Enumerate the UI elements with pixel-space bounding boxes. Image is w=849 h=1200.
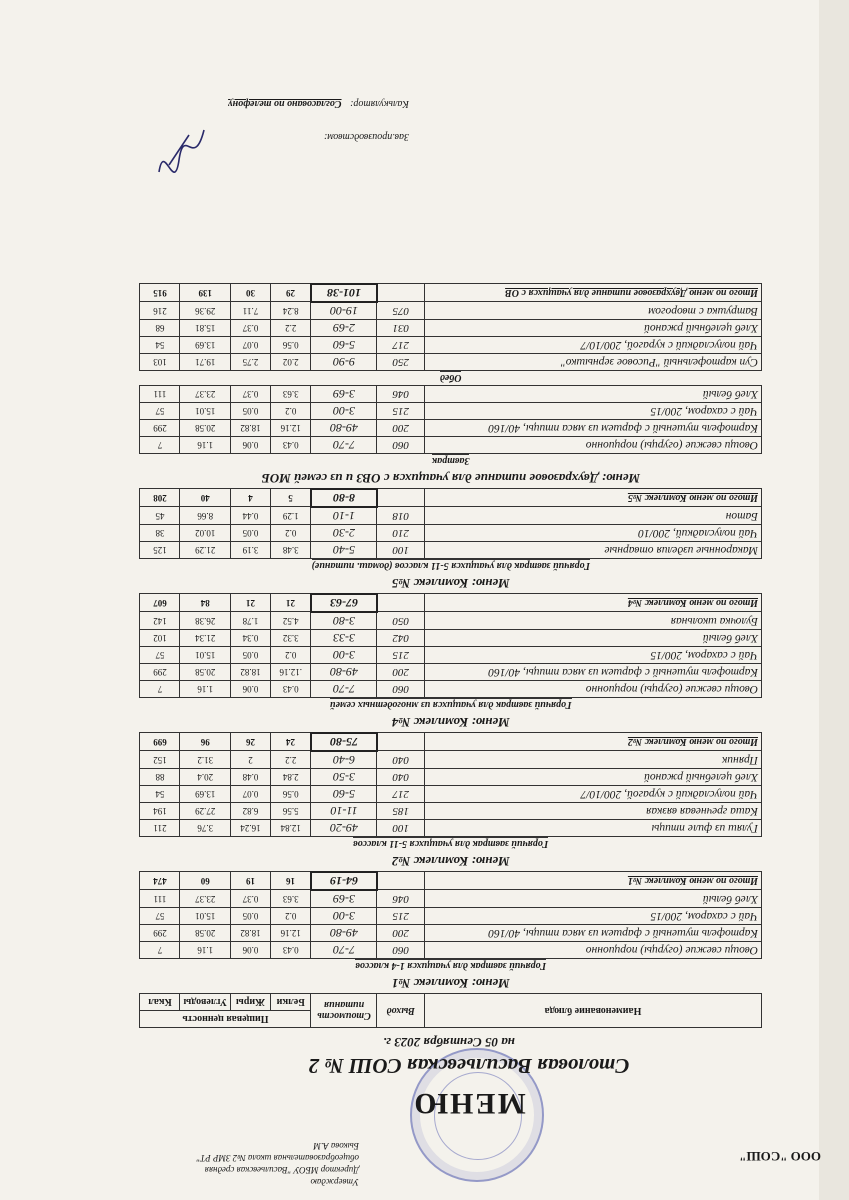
dish-kcal: 54 xyxy=(140,337,180,354)
dish-row xyxy=(140,803,762,820)
canteen-name: Столовая Васильевская СОШ № 2 xyxy=(308,1054,630,1078)
dish-fats: 18.82 xyxy=(231,664,271,681)
dish-price: 3-69 xyxy=(311,890,377,908)
dish-row xyxy=(140,942,762,959)
dish-name: Итого по меню Комплекс №5 xyxy=(425,489,762,507)
dish-carbs: 15.01 xyxy=(180,908,231,925)
dish-carbs: 1.16 xyxy=(180,942,231,959)
dish-proteins: 0.56 xyxy=(271,337,312,354)
dish-fats: 0.37 xyxy=(231,320,271,337)
dish-carbs: 8.66 xyxy=(180,507,231,525)
dish-price: 8-80 xyxy=(311,489,377,507)
dish-kcal: 474 xyxy=(140,872,180,890)
dish-row xyxy=(140,820,762,837)
dish-row xyxy=(140,354,762,371)
dish-kcal: 111 xyxy=(140,890,180,908)
dish-price: 3-00 xyxy=(311,908,377,925)
dish-row xyxy=(140,908,762,925)
dish-carbs: 15.01 xyxy=(180,403,231,420)
dish-kcal: 299 xyxy=(140,925,180,942)
dish-price: 3-00 xyxy=(311,403,377,420)
dish-kcal: 111 xyxy=(140,386,180,403)
dish-proteins: 12.16 xyxy=(271,925,312,942)
section-subtitle-text: Завтрак xyxy=(432,455,470,467)
dish-proteins: 12.84 xyxy=(271,820,312,837)
dish-name: Чай с сахаром, 200/15 xyxy=(425,647,762,664)
dish-kcal: 208 xyxy=(140,489,180,507)
dish-output xyxy=(377,733,425,751)
section-title xyxy=(140,851,762,872)
dish-name: Итого по меню Двухразовое питание для учащихся с ОВ xyxy=(425,284,762,302)
dish-row xyxy=(140,681,762,698)
dish-output xyxy=(377,872,425,890)
dish-kcal: 102 xyxy=(140,630,180,647)
dish-name: Картофель тушеный с фаршем из мяса птицы, 40/160 xyxy=(425,420,762,437)
dish-proteins: 8.24 xyxy=(271,302,312,320)
dish-price: 3-69 xyxy=(311,386,377,403)
dish-fats: 21 xyxy=(231,594,271,612)
dish-name: Картофель тушеный с фаршем из мяса птицы, 40/160 xyxy=(425,664,762,681)
section-title xyxy=(140,573,762,594)
dish-proteins: 0.43 xyxy=(271,437,312,454)
dish-row xyxy=(140,925,762,942)
dish-name: Чай полусладкий, 200/10 xyxy=(425,525,762,542)
dish-name: Чай с сахаром, 200/15 xyxy=(425,403,762,420)
dish-row xyxy=(140,542,762,559)
dish-row xyxy=(140,786,762,803)
dish-proteins: .12.16 xyxy=(271,664,312,681)
dish-proteins: 1.29 xyxy=(271,507,312,525)
dish-carbs: 10.02 xyxy=(180,525,231,542)
dish-name: Итого по меню Комплекс №4 xyxy=(425,594,762,612)
section-subtitle-text: Горячий завтрак для учащихся 1-4 классов xyxy=(355,960,547,972)
dish-name: Итого по меню Комплекс №2 xyxy=(425,733,762,751)
dish-price: 3-00 xyxy=(311,647,377,664)
section-title xyxy=(140,468,762,489)
dish-carbs: 21.29 xyxy=(180,542,231,559)
approve-line: Быкова А.М xyxy=(313,1141,359,1151)
dish-output xyxy=(377,284,425,302)
dish-proteins: 21 xyxy=(271,594,312,612)
dish-output: 215 xyxy=(377,908,425,925)
dish-row xyxy=(140,647,762,664)
dish-row xyxy=(140,320,762,337)
dish-kcal: 7 xyxy=(140,942,180,959)
dish-output: 040 xyxy=(377,769,425,786)
dish-row xyxy=(140,420,762,437)
dish-row xyxy=(140,612,762,630)
dish-name: Хлеб белый xyxy=(425,890,762,908)
dish-name: Булочка школьная xyxy=(425,612,762,630)
header-output: Выход xyxy=(377,994,425,1028)
dish-carbs: 23.37 xyxy=(180,386,231,403)
dish-kcal: 103 xyxy=(140,354,180,371)
dish-fats: 0.37 xyxy=(231,890,271,908)
dish-price: 75-80 xyxy=(311,733,377,751)
menu-date: на 05 Сентября 2023 г. xyxy=(383,1035,515,1050)
dish-fats: 7.11 xyxy=(231,302,271,320)
dish-price: 49-80 xyxy=(311,664,377,681)
dish-row xyxy=(140,403,762,420)
dish-row xyxy=(140,751,762,769)
total-row xyxy=(140,872,762,890)
dish-carbs: 27.29 xyxy=(180,803,231,820)
dish-kcal: 299 xyxy=(140,664,180,681)
dish-price: 5-40 xyxy=(311,542,377,559)
dish-price: 3-33 xyxy=(311,630,377,647)
dish-row xyxy=(140,302,762,320)
dish-name: Хлеб целебный ржаной xyxy=(425,769,762,786)
dish-carbs: 20.58 xyxy=(180,664,231,681)
dish-output: 060 xyxy=(377,681,425,698)
header-name: Наименование блюда xyxy=(425,994,762,1028)
dish-carbs: 19.71 xyxy=(180,354,231,371)
dish-fats: 0.06 xyxy=(231,437,271,454)
dish-proteins: 5.56 xyxy=(271,803,312,820)
dish-output: 217 xyxy=(377,337,425,354)
dish-fats: 0.06 xyxy=(231,681,271,698)
dish-fats: 2.75 xyxy=(231,354,271,371)
dish-proteins: 3.63 xyxy=(271,890,312,908)
section-subtitle-text: Горячий завтрак для учащихся из многодетных семей xyxy=(329,699,572,711)
dish-proteins: 4.52 xyxy=(271,612,312,630)
dish-output: 100 xyxy=(377,542,425,559)
dish-row xyxy=(140,507,762,525)
dish-name: Овощи свежие (огурцы) порционно xyxy=(425,942,762,959)
dish-carbs: 20.58 xyxy=(180,925,231,942)
dish-carbs: 15.01 xyxy=(180,647,231,664)
section-subtitle-text: Обед xyxy=(440,372,462,384)
dish-row xyxy=(140,525,762,542)
dish-fats: 0.37 xyxy=(231,386,271,403)
dish-kcal: 38 xyxy=(140,525,180,542)
dish-name: Хлеб белый xyxy=(425,386,762,403)
dish-price: 3-80 xyxy=(311,612,377,630)
dish-output: 200 xyxy=(377,925,425,942)
dish-name: Суп картофельный "Рисовое зернышко" xyxy=(425,354,762,371)
dish-price: 9-90 xyxy=(311,354,377,371)
dish-proteins: 12.16 xyxy=(271,420,312,437)
dish-output: 042 xyxy=(377,630,425,647)
dish-carbs: 1.16 xyxy=(180,681,231,698)
dish-row xyxy=(140,386,762,403)
dish-name: Пряник xyxy=(425,751,762,769)
dish-fats: 18.82 xyxy=(231,420,271,437)
dish-price: 2-69 xyxy=(311,320,377,337)
page-title: МЕНЮ xyxy=(412,1087,526,1120)
dish-name: Итого по меню Комплекс №1 xyxy=(425,872,762,890)
dish-kcal: 194 xyxy=(140,803,180,820)
dish-price: 3-50 xyxy=(311,769,377,786)
dish-price: 5-60 xyxy=(311,337,377,354)
dish-kcal: 211 xyxy=(140,820,180,837)
section-title-text: Меню: Комплекс №1 xyxy=(391,976,510,991)
dish-proteins: 0.2 xyxy=(271,647,312,664)
section-title-text: Меню: Комплекс №5 xyxy=(391,576,510,591)
header-carbs: Углеводы xyxy=(180,994,231,1011)
dish-kcal: 125 xyxy=(140,542,180,559)
dish-proteins: 0.2 xyxy=(271,403,312,420)
dish-proteins: 0.56 xyxy=(271,786,312,803)
dish-price: 5-60 xyxy=(311,786,377,803)
dish-kcal: 699 xyxy=(140,733,180,751)
dish-price: 11-10 xyxy=(311,803,377,820)
dish-carbs: 21.34 xyxy=(180,630,231,647)
dish-kcal: 915 xyxy=(140,284,180,302)
dish-output: 210 xyxy=(377,525,425,542)
section-subtitle-text: Горячий завтрак для учащихся 5-11 классов xyxy=(353,838,549,850)
approve-line: Утверждаю xyxy=(310,1177,359,1187)
dish-name: Каша гречневая вязкая xyxy=(425,803,762,820)
dish-output: 060 xyxy=(377,437,425,454)
paper-edge xyxy=(819,0,849,1200)
dish-row xyxy=(140,664,762,681)
table-header-row xyxy=(140,1011,762,1028)
section-subtitle xyxy=(140,454,762,469)
dish-proteins: 29 xyxy=(271,284,312,302)
dish-name: Макаронные изделия отварные xyxy=(425,542,762,559)
dish-proteins: 0.2 xyxy=(271,525,312,542)
dish-carbs: 13.69 xyxy=(180,337,231,354)
dish-carbs: 3.76 xyxy=(180,820,231,837)
section-subtitle-text: Горячий завтрак для учащихся 5-11 классов (домаш. питание) xyxy=(311,560,590,572)
dish-carbs: 96 xyxy=(180,733,231,751)
dish-name: Гуляш из филе птицы xyxy=(425,820,762,837)
dish-name: Чай полусладкий с курагой, 200/10/7 xyxy=(425,786,762,803)
signature-scribble xyxy=(149,120,209,180)
dish-proteins: 2.84 xyxy=(271,769,312,786)
dish-price: 7-70 xyxy=(311,942,377,959)
dish-output: 050 xyxy=(377,612,425,630)
dish-proteins: 0.43 xyxy=(271,681,312,698)
dish-kcal: 45 xyxy=(140,507,180,525)
dish-carbs: 29.36 xyxy=(180,302,231,320)
dish-proteins: 3.32 xyxy=(271,630,312,647)
section-subtitle xyxy=(140,559,762,574)
dish-proteins: 16 xyxy=(271,872,312,890)
header-nutrition: Пищевая ценность xyxy=(140,1011,311,1028)
dish-price: 49-20 xyxy=(311,820,377,837)
total-row xyxy=(140,284,762,302)
dish-fats: 6.82 xyxy=(231,803,271,820)
dish-kcal: 57 xyxy=(140,647,180,664)
dish-proteins: 0.2 xyxy=(271,908,312,925)
dish-proteins: 2.2 xyxy=(271,320,312,337)
dish-kcal: 7 xyxy=(140,681,180,698)
dish-output: 018 xyxy=(377,507,425,525)
dish-carbs: 20.58 xyxy=(180,420,231,437)
section-subtitle xyxy=(140,698,762,713)
calc-label: Калькулятор: xyxy=(350,98,409,109)
dish-name: Хлеб целебный ржаной xyxy=(425,320,762,337)
section-title-text: Меню: Двухразовое питание для учащихся с ОВЗ и из семей МОБ xyxy=(261,471,640,486)
dish-row xyxy=(140,337,762,354)
dish-kcal: 57 xyxy=(140,403,180,420)
dish-carbs: 1.16 xyxy=(180,437,231,454)
dish-carbs: 15.81 xyxy=(180,320,231,337)
dish-proteins: 2.2 xyxy=(271,751,312,769)
dish-output: 046 xyxy=(377,890,425,908)
dish-kcal: 57 xyxy=(140,908,180,925)
dish-fats: 0.34 xyxy=(231,630,271,647)
dish-fats: 0.05 xyxy=(231,647,271,664)
total-row xyxy=(140,489,762,507)
agreed-label: Согласовано по телефону xyxy=(228,98,342,109)
dish-proteins: 3.63 xyxy=(271,386,312,403)
dish-output xyxy=(377,489,425,507)
dish-kcal: 142 xyxy=(140,612,180,630)
dish-price: 6-40 xyxy=(311,751,377,769)
dish-fats: 18.82 xyxy=(231,925,271,942)
dish-row xyxy=(140,890,762,908)
dish-carbs: 60 xyxy=(180,872,231,890)
dish-fats: 19 xyxy=(231,872,271,890)
dish-proteins: 24 xyxy=(271,733,312,751)
approve-line: Директор МБОУ "Васильевская средняя xyxy=(204,1165,359,1175)
header-proteins: Белки xyxy=(271,994,312,1011)
dish-proteins: 5 xyxy=(271,489,312,507)
dish-fats: 0.44 xyxy=(231,507,271,525)
dish-price: 64-19 xyxy=(311,872,377,890)
dish-kcal: 88 xyxy=(140,769,180,786)
dish-output: 217 xyxy=(377,786,425,803)
dish-price: 2-30 xyxy=(311,525,377,542)
dish-carbs: 31.2 xyxy=(180,751,231,769)
dish-price: 67-63 xyxy=(311,594,377,612)
dish-fats: 0.48 xyxy=(231,769,271,786)
dish-output: 250 xyxy=(377,354,425,371)
dish-carbs: 20.4 xyxy=(180,769,231,786)
section-title-text: Меню: Комплекс №4 xyxy=(391,715,510,730)
dish-kcal: 54 xyxy=(140,786,180,803)
section-title-text: Меню: Комплекс №2 xyxy=(391,854,510,869)
dish-fats: 0.05 xyxy=(231,403,271,420)
dish-output: 200 xyxy=(377,420,425,437)
dish-name: Овощи свежие (огурцы) порционно xyxy=(425,437,762,454)
dish-fats: 2 xyxy=(231,751,271,769)
dish-output: 215 xyxy=(377,647,425,664)
approve-line: общеобразовательная школа №2 ЗМР РТ" xyxy=(196,1153,359,1163)
dish-carbs: 40 xyxy=(180,489,231,507)
company-name: ООО "СОШ" xyxy=(739,1149,821,1164)
header-fats: Жиры xyxy=(231,994,271,1011)
dish-carbs: 26.38 xyxy=(180,612,231,630)
dish-kcal: 607 xyxy=(140,594,180,612)
total-row xyxy=(140,594,762,612)
dish-price: 49-80 xyxy=(311,420,377,437)
dish-output: 040 xyxy=(377,751,425,769)
dish-proteins: 3.48 xyxy=(271,542,312,559)
dish-fats: 0.07 xyxy=(231,786,271,803)
dish-output: 215 xyxy=(377,403,425,420)
header-price: Стоимость питания xyxy=(311,994,377,1028)
section-title xyxy=(140,973,762,994)
dish-output: 100 xyxy=(377,820,425,837)
dish-price: 1-10 xyxy=(311,507,377,525)
dish-carbs: 23.37 xyxy=(180,890,231,908)
dish-name: Батон xyxy=(425,507,762,525)
dish-kcal: 68 xyxy=(140,320,180,337)
dish-fats: 16.24 xyxy=(231,820,271,837)
dish-fats: 1.78 xyxy=(231,612,271,630)
dish-name: Хлеб белый xyxy=(425,630,762,647)
dish-fats: 0.05 xyxy=(231,525,271,542)
dish-price: 7-70 xyxy=(311,681,377,698)
dish-fats: 4 xyxy=(231,489,271,507)
dish-proteins: 0.43 xyxy=(271,942,312,959)
dish-fats: 0.07 xyxy=(231,337,271,354)
section-subtitle xyxy=(140,959,762,974)
dish-carbs: 139 xyxy=(180,284,231,302)
header-kcal: Ккал xyxy=(140,994,180,1011)
dish-name: Овощи свежие (огурцы) порционно xyxy=(425,681,762,698)
dish-output: 200 xyxy=(377,664,425,681)
dish-kcal: 216 xyxy=(140,302,180,320)
section-subtitle xyxy=(140,837,762,852)
dish-price: 7-70 xyxy=(311,437,377,454)
dish-proteins: 2.02 xyxy=(271,354,312,371)
dish-output: 046 xyxy=(377,386,425,403)
menu-table xyxy=(139,283,762,1028)
dish-carbs: 84 xyxy=(180,594,231,612)
dish-fats: 26 xyxy=(231,733,271,751)
dish-kcal: 152 xyxy=(140,751,180,769)
dish-kcal: 7 xyxy=(140,437,180,454)
dish-row xyxy=(140,437,762,454)
manager-label: Зав.производством: xyxy=(323,131,409,142)
dish-row xyxy=(140,630,762,647)
dish-price: 19-00 xyxy=(311,302,377,320)
dish-name: Ватрушка с творогом xyxy=(425,302,762,320)
dish-row xyxy=(140,769,762,786)
dish-fats: 3.19 xyxy=(231,542,271,559)
dish-output: 031 xyxy=(377,320,425,337)
approval-block xyxy=(89,1140,359,1188)
dish-output: 185 xyxy=(377,803,425,820)
dish-price: 49-80 xyxy=(311,925,377,942)
section-subtitle xyxy=(140,371,762,386)
section-title xyxy=(140,712,762,733)
dish-name: Картофель тушеный с фаршем из мяса птицы, 40/160 xyxy=(425,925,762,942)
dish-fats: 30 xyxy=(231,284,271,302)
dish-fats: 0.06 xyxy=(231,942,271,959)
dish-price: 101-38 xyxy=(311,284,377,302)
dish-kcal: 299 xyxy=(140,420,180,437)
dish-output: 060 xyxy=(377,942,425,959)
dish-name: Чай с сахаром, 200/15 xyxy=(425,908,762,925)
dish-fats: 0.05 xyxy=(231,908,271,925)
dish-output: 075 xyxy=(377,302,425,320)
dish-carbs: 13.69 xyxy=(180,786,231,803)
dish-name: Чай полусладкий с курагой, 200/10/7 xyxy=(425,337,762,354)
dish-output xyxy=(377,594,425,612)
total-row xyxy=(140,733,762,751)
